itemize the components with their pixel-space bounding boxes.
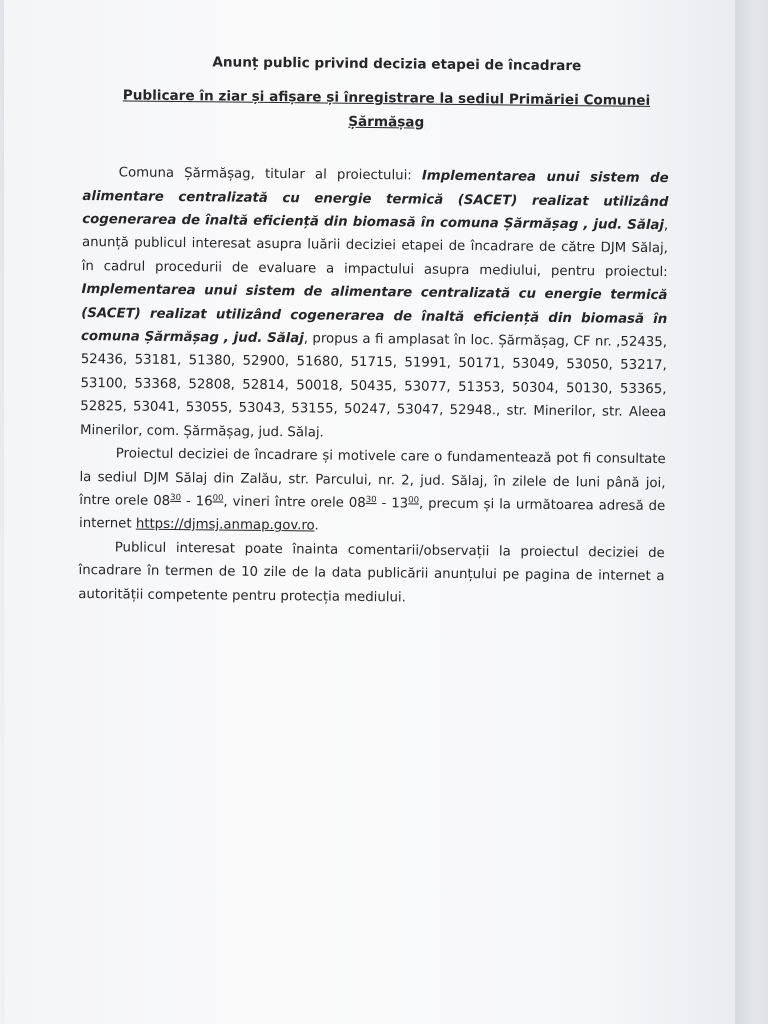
p1-text-2: , anunță publicul interesat asupra luării deciziei etapei de încadrare de către DJM Sălaj, în cadrul procedurii de evaluare a impactului asupra mediului, pentru proiectul: — [81, 218, 669, 280]
time-end-friday: $13^{00}$ — [391, 495, 420, 512]
project-name-2: Implementarea unui sistem de alimentare centralizată cu energie termică (SACET) realizat utilizând cogenerarea de înaltă eficiență din biomasă în comuna Șărmășag , jud. Sălaj — [80, 282, 668, 347]
p1-text-1: Comuna Șărmășag, titular al proiectului: — [118, 165, 422, 184]
document-title: Anunț public privind decizia etapei de încadrare — [212, 54, 582, 75]
paragraph-comments: Publicul interesat poate înainta comentarii/observații la proiectul deciziei de încadrare în termen de 10 zile de la data publicării anunțului pe pagina de internet a autorității competente pentru protecția mediului. — [78, 540, 665, 605]
p2-text-1: Proiectul deciziei de încadrare și motivele care o fundamentează pot fi consultate la sediul DJM Sălaj din Zalău, str. Parcului, nr. 2, jud. Sălaj, în zilele de luni până joi, între orele — [79, 446, 666, 509]
time-start-weekday: $08^{30}$ — [153, 492, 182, 509]
p2-text-2: , vineri între orele — [223, 494, 349, 511]
document-subtitle: Publicare în ziar și afișare și înregistrare la sediul Primăriei Comunei Șărmășag — [122, 87, 651, 131]
paragraph-intro — [80, 161, 669, 448]
project-name-1: Implementarea unui sistem de alimentare centralizată cu energie termică (SACET) realizat utilizând cogenerarea de înaltă eficiență din biomasă în comuna Șărmășag , jud. Sălaj — [82, 168, 669, 234]
website-link[interactable]: https://djmsj.anmap.gov.ro — [135, 516, 315, 534]
announcement-document — [78, 50, 670, 612]
time-end-weekday: $16^{00}$ — [195, 493, 224, 510]
p2-text-3: , precum și la următoarea adresă de internet — [78, 496, 666, 532]
paragraph-consultation: Proiectul deciziei de încadrare și motivele care o fundamentează pot fi consultate la sediul DJM Sălaj din Zalău, str. Parcului, nr. 2, jud. Sălaj, în zilele de luni până joi, între orele $08^{30} - 16^{00}$, vineri între orele $08^{30} - 13^{00}$, precum și la următoarea adresă de internet https://djmsj.anmap.gov.ro. — [78, 446, 666, 534]
time-start-friday: $08^{30}$ — [348, 494, 377, 511]
paper-edge-shadow — [735, 0, 768, 1024]
p1-text-3: , propus a fi amplasat în loc. Șărmășag, CF nr. ,52435, 52436, 53181, 51380, 52900, 51680, 51715, 51991, 50171, 53049, 53050, 53217, 53100, 53368, 52808, 52814, 50018, 50435, 53077, 51353, 50304, 50130, 53365, 52825, 53041, 53055, 53043, 53155, 50247, 53047, 52948., str. Minerilor, str. Aleea Minerilor, com. Șărmășag, jud. Sălaj. — [79, 331, 668, 441]
